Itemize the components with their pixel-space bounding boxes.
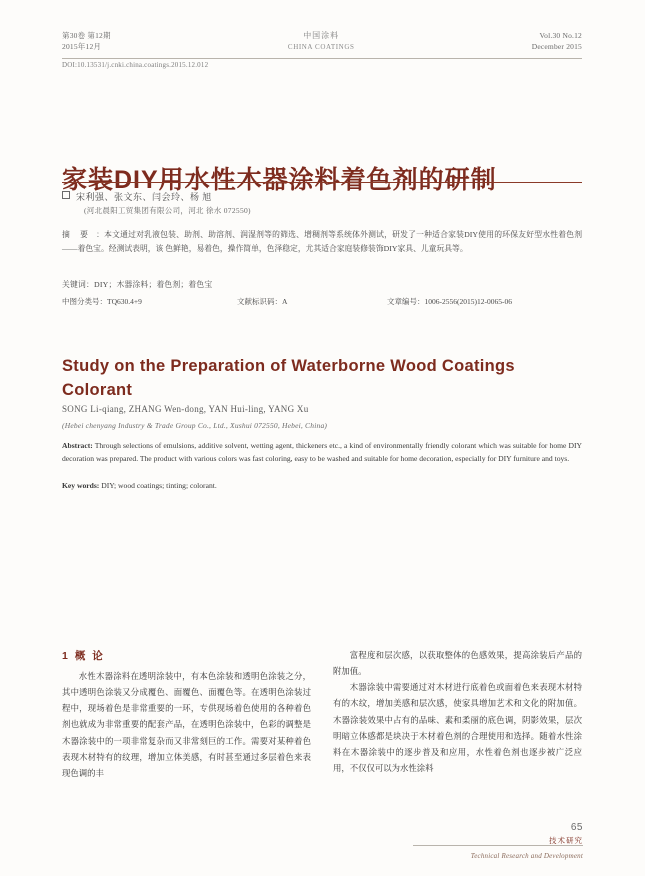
footer-section-en: Technical Research and Development: [470, 852, 583, 860]
page-footer: [549, 822, 583, 846]
abstract-en-text: Through selections of emulsions, additive solvent, wetting agent, thickeners etc., a kind of environmentally friendly colorant which was suitable for home DIY decoration was prepared. The product with various colors was fast coloring, easy to be washed and suitable for home decoration, especially for DIY furniture and toys.: [62, 441, 582, 463]
doccode-label: 文献标识码：: [237, 297, 282, 306]
articleid-value: 1006-2556(2015)12-0065-06: [424, 297, 512, 306]
header-divider: [62, 58, 582, 59]
abstract-cn-text: ：本文通过对乳液包装、助剂、助溶剂、润湿剂等的筛选、增稠剂等系统体外测试，研发了一种适合家装DIY使用的环保友好型水性着色剂——着色宝。经测试表明，该 色鲜艳，易着色，操作简单，色泽稳定，尤其适合家庭装修装饰DIY家具、儿童玩具等。: [62, 230, 582, 254]
page-title-cn: 家装DIY用水性木器涂料着色剂的研制: [62, 165, 497, 194]
classification-row: [62, 296, 582, 307]
section-heading: [62, 648, 311, 663]
page-header: [62, 30, 582, 53]
body-columns: [62, 648, 582, 782]
keywords-cn-label: 关键词：: [62, 280, 94, 289]
abstract-cn-label: 摘 要: [62, 230, 93, 239]
body-column-right: [333, 648, 582, 782]
authors-cn: [62, 190, 582, 203]
abstract-cn: [62, 228, 582, 257]
journal-name-cn: 中国涂料: [303, 31, 340, 40]
clc-cell: [62, 296, 237, 307]
section-number: 1: [62, 650, 68, 662]
articleid-cell: [387, 296, 582, 307]
body-column-left: [62, 648, 311, 782]
clc-value: TQ630.4+9: [107, 297, 142, 306]
bullet-square-icon: [62, 191, 70, 199]
affiliation-en: (Hebei chenyang Industry & Trade Group Co., Ltd., Xushui 072550, Hebei, China): [62, 421, 328, 430]
keywords-en-label: Key words:: [62, 481, 100, 490]
abstract-en-label: Abstract:: [62, 441, 93, 450]
header-date-cn: 2015年12月: [62, 42, 102, 52]
authors-en: SONG Li-qiang, ZHANG Wen-dong, YAN Hui-ling, YANG Xu: [62, 404, 309, 414]
page-title-en: Study on the Preparation of Waterborne Wood Coatings Colorant: [62, 356, 515, 400]
doccode-value: A: [282, 297, 288, 306]
page-number: 65: [570, 822, 583, 833]
body-paragraph: 木器涂装中需要通过对木材进行底着色或面着色来表现木材特有的木纹，增加美感和层次感，使家具增加艺术和文化的附加值。木器涂装效果中占有的品味、素和柔丽的底色调，阴影效果，层次明暗立体感都是块决于木材着色剂的合理使用和选择。随着水性涂料在木器涂装中的逐步普及和应用，水性着色剂也逐步被广泛应用，不仅仅可以为水性涂料: [333, 683, 582, 773]
footer-section-cn: 技术研究: [549, 836, 583, 845]
header-volume-en: Vol.30 No.12: [539, 31, 582, 40]
keywords-cn-text: DIY；木器涂料；着色剂；着色宝: [94, 280, 213, 289]
journal-name-block: [288, 30, 355, 53]
authors-cn-text: 宋利强、张文东、闫会玲、杨 旭: [76, 192, 212, 202]
footer-divider: [413, 845, 583, 846]
clc-label: 中图分类号：: [62, 297, 107, 306]
doccode-cell: [237, 296, 387, 307]
header-volume-issue: 第30卷 第12期: [62, 31, 111, 40]
body-paragraph: 富程度和层次感，以获取整体的色感效果，提高涂装后产品的附加值。: [333, 651, 582, 677]
keywords-en: [62, 481, 582, 490]
articleid-label: 文章编号：: [387, 297, 425, 306]
body-paragraph: 水性木器涂料在透明涂装中，有本色涂装和透明色涂装之分，其中透明色涂装又分成覆色、面覆色、面覆色等。在透明色涂装过程中，现场着色是非常重要的一环，专供现场着色使用的各种着色剂也就成为非常重要的配套产品，在透明色涂装中，色彩的调整是木器涂装中的一项非常复杂而又非常刻巨的工作。需要对某种着色表现木材特有的纹理，增加立体美感，有时甚至通过多层着色来表现色调的丰: [62, 672, 311, 778]
header-volume-block: [62, 30, 111, 53]
journal-name-en: CHINA COATINGS: [287, 43, 355, 51]
header-volume-en-block: [532, 30, 582, 53]
doi-text: DOI:10.13531/j.cnki.china.coatings.2015.12.012: [62, 61, 209, 69]
keywords-en-text: DIY; wood coatings; tinting; colorant.: [101, 481, 217, 490]
affiliation-cn: (河北晨阳工贸集团有限公司，河北 徐水 072550): [84, 206, 251, 215]
abstract-en: [62, 440, 582, 466]
section-title: 概 论: [74, 650, 105, 662]
header-date-en: December 2015: [531, 42, 582, 52]
keywords-cn: [62, 279, 582, 290]
title-divider: [62, 182, 582, 183]
